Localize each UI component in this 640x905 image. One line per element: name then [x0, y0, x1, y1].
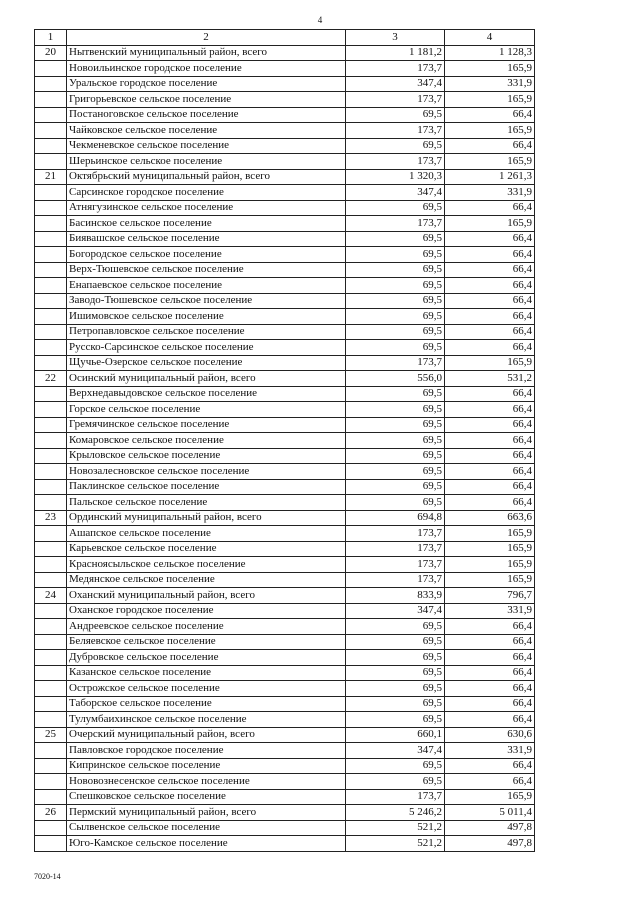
table-row [35, 371, 535, 387]
cell-value-col3: 173,7 [346, 526, 445, 542]
cell-value-col4: 165,9 [445, 541, 535, 557]
cell-number [35, 789, 67, 805]
table-row [35, 619, 535, 635]
cell-number: 26 [35, 805, 67, 821]
table-row [35, 417, 535, 433]
cell-number [35, 293, 67, 309]
cell-number [35, 619, 67, 635]
cell-value-col3: 69,5 [346, 712, 445, 728]
table-row [35, 231, 535, 247]
cell-name: Богородское сельское поселение [67, 247, 346, 263]
table-row [35, 216, 535, 232]
column-header-1: 1 [35, 30, 67, 46]
cell-number [35, 464, 67, 480]
cell-value-col4: 66,4 [445, 200, 535, 216]
cell-number [35, 340, 67, 356]
cell-value-col3: 69,5 [346, 293, 445, 309]
cell-value-col3: 69,5 [346, 758, 445, 774]
table-row [35, 386, 535, 402]
cell-value-col4: 331,9 [445, 185, 535, 201]
cell-value-col4: 1 128,3 [445, 45, 535, 61]
cell-name: Оханское городское поселение [67, 603, 346, 619]
cell-value-col3: 69,5 [346, 495, 445, 511]
cell-value-col3: 69,5 [346, 634, 445, 650]
table-row [35, 402, 535, 418]
cell-name: Ординский муниципальный район, всего [67, 510, 346, 526]
cell-value-col3: 69,5 [346, 231, 445, 247]
cell-value-col4: 66,4 [445, 619, 535, 635]
column-header-3: 3 [346, 30, 445, 46]
cell-value-col3: 5 246,2 [346, 805, 445, 821]
table-row [35, 169, 535, 185]
cell-value-col4: 531,2 [445, 371, 535, 387]
cell-value-col3: 69,5 [346, 324, 445, 340]
cell-number [35, 681, 67, 697]
cell-name: Дубровское сельское поселение [67, 650, 346, 666]
cell-name: Спешковское сельское поселение [67, 789, 346, 805]
cell-number: 24 [35, 588, 67, 604]
cell-name: Сылвенское сельское поселение [67, 820, 346, 836]
cell-value-col3: 833,9 [346, 588, 445, 604]
cell-value-col3: 69,5 [346, 262, 445, 278]
cell-number [35, 557, 67, 573]
table-row [35, 541, 535, 557]
table-row [35, 92, 535, 108]
cell-value-col4: 66,4 [445, 696, 535, 712]
table-row [35, 758, 535, 774]
cell-number: 25 [35, 727, 67, 743]
table-row [35, 495, 535, 511]
cell-value-col3: 173,7 [346, 216, 445, 232]
table-row [35, 464, 535, 480]
cell-value-col4: 1 261,3 [445, 169, 535, 185]
cell-value-col3: 173,7 [346, 154, 445, 170]
cell-name: Атнягузинское сельское поселение [67, 200, 346, 216]
cell-value-col4: 331,9 [445, 76, 535, 92]
cell-name: Пальское сельское поселение [67, 495, 346, 511]
table-row [35, 789, 535, 805]
cell-name: Верхнедавыдовское сельское поселение [67, 386, 346, 402]
cell-value-col4: 165,9 [445, 789, 535, 805]
cell-value-col3: 173,7 [346, 61, 445, 77]
cell-number [35, 309, 67, 325]
cell-name: Ишимовское сельское поселение [67, 309, 346, 325]
cell-value-col4: 165,9 [445, 526, 535, 542]
cell-name: Киприн​ское сельское поселение [67, 758, 346, 774]
cell-number: 20 [35, 45, 67, 61]
table-row [35, 123, 535, 139]
cell-value-col3: 173,7 [346, 123, 445, 139]
cell-number [35, 572, 67, 588]
cell-value-col3: 69,5 [346, 448, 445, 464]
cell-name: Нововознесенское сельское поселение [67, 774, 346, 790]
cell-value-col3: 694,8 [346, 510, 445, 526]
cell-number [35, 138, 67, 154]
cell-value-col3: 347,4 [346, 743, 445, 759]
cell-name: Таборское сельское поселение [67, 696, 346, 712]
cell-number: 23 [35, 510, 67, 526]
cell-name: Комаровское сельское поселение [67, 433, 346, 449]
table-row [35, 200, 535, 216]
table-row [35, 309, 535, 325]
cell-value-col4: 663,6 [445, 510, 535, 526]
cell-number [35, 107, 67, 123]
cell-name: Паклинское сельское поселение [67, 479, 346, 495]
cell-name: Очерский муниципальный район, всего [67, 727, 346, 743]
cell-name: Ашапское сельское поселение [67, 526, 346, 542]
table-row [35, 185, 535, 201]
table-row [35, 743, 535, 759]
cell-value-col4: 331,9 [445, 603, 535, 619]
cell-value-col4: 66,4 [445, 138, 535, 154]
cell-value-col4: 66,4 [445, 402, 535, 418]
cell-name: Пермский муниципальный район, всего [67, 805, 346, 821]
cell-name: Новоильинское городское поселение [67, 61, 346, 77]
cell-name: Щучье-Озерское сельское поселение [67, 355, 346, 371]
cell-value-col4: 66,4 [445, 262, 535, 278]
cell-number [35, 92, 67, 108]
cell-number [35, 650, 67, 666]
cell-value-col3: 69,5 [346, 681, 445, 697]
cell-number [35, 743, 67, 759]
cell-number: 22 [35, 371, 67, 387]
table-row [35, 138, 535, 154]
cell-number [35, 820, 67, 836]
cell-name: Горское сельское поселение [67, 402, 346, 418]
cell-name: Енапаевское сельское поселение [67, 278, 346, 294]
cell-value-col4: 165,9 [445, 154, 535, 170]
cell-value-col3: 69,5 [346, 340, 445, 356]
table-row [35, 278, 535, 294]
cell-value-col4: 66,4 [445, 681, 535, 697]
cell-name: Октябрьский муниципальный район, всего [67, 169, 346, 185]
footer-code: 7020-14 [34, 872, 61, 881]
cell-number [35, 231, 67, 247]
cell-name: Сарсинское городское поселение [67, 185, 346, 201]
table-row [35, 665, 535, 681]
cell-number [35, 495, 67, 511]
cell-value-col4: 331,9 [445, 743, 535, 759]
cell-value-col4: 66,4 [445, 650, 535, 666]
cell-value-col3: 69,5 [346, 464, 445, 480]
cell-name: Медянское сельское поселение [67, 572, 346, 588]
cell-value-col4: 66,4 [445, 293, 535, 309]
cell-value-col4: 165,9 [445, 92, 535, 108]
cell-value-col3: 69,5 [346, 247, 445, 263]
table-header-row [35, 30, 535, 46]
cell-name: Уральское городское поселение [67, 76, 346, 92]
cell-name: Андреевское сельское поселение [67, 619, 346, 635]
cell-number [35, 712, 67, 728]
cell-number [35, 247, 67, 263]
cell-value-col4: 66,4 [445, 324, 535, 340]
cell-number [35, 836, 67, 852]
cell-name: Заводо-Тюшевское сельское поселение [67, 293, 346, 309]
cell-name: Беляевское сельское поселение [67, 634, 346, 650]
cell-value-col4: 165,9 [445, 61, 535, 77]
cell-value-col3: 556,0 [346, 371, 445, 387]
table-row [35, 557, 535, 573]
cell-value-col3: 69,5 [346, 309, 445, 325]
cell-value-col4: 165,9 [445, 572, 535, 588]
cell-number [35, 355, 67, 371]
cell-name: Карьевское сельское поселение [67, 541, 346, 557]
cell-value-col4: 630,6 [445, 727, 535, 743]
cell-value-col3: 173,7 [346, 572, 445, 588]
cell-name: Казанское сельское поселение [67, 665, 346, 681]
table-row [35, 324, 535, 340]
cell-name: Бияваш​ское сельское поселение [67, 231, 346, 247]
cell-number [35, 154, 67, 170]
table-row [35, 107, 535, 123]
cell-value-col4: 66,4 [445, 464, 535, 480]
cell-value-col4: 66,4 [445, 495, 535, 511]
cell-value-col3: 521,2 [346, 820, 445, 836]
cell-number [35, 634, 67, 650]
cell-value-col3: 1 181,2 [346, 45, 445, 61]
cell-value-col4: 66,4 [445, 386, 535, 402]
cell-value-col4: 66,4 [445, 712, 535, 728]
table-row [35, 340, 535, 356]
cell-value-col3: 69,5 [346, 138, 445, 154]
cell-value-col3: 347,4 [346, 76, 445, 92]
cell-number [35, 541, 67, 557]
cell-name: Тулумбаихинское сельское поселение [67, 712, 346, 728]
table-row [35, 526, 535, 542]
cell-value-col3: 69,5 [346, 774, 445, 790]
cell-name: Оханский муниципальный район, всего [67, 588, 346, 604]
cell-number [35, 324, 67, 340]
cell-value-col4: 66,4 [445, 231, 535, 247]
table-row [35, 61, 535, 77]
cell-value-col3: 173,7 [346, 92, 445, 108]
cell-number [35, 603, 67, 619]
cell-number: 21 [35, 169, 67, 185]
table-row [35, 836, 535, 852]
cell-number [35, 402, 67, 418]
table-row [35, 247, 535, 263]
cell-value-col3: 1 320,3 [346, 169, 445, 185]
cell-number [35, 479, 67, 495]
cell-name: Нытвенский муниципальный район, всего [67, 45, 346, 61]
table-row [35, 588, 535, 604]
cell-value-col3: 69,5 [346, 278, 445, 294]
cell-value-col4: 165,9 [445, 216, 535, 232]
cell-number [35, 433, 67, 449]
cell-value-col3: 173,7 [346, 557, 445, 573]
table-row [35, 154, 535, 170]
cell-number [35, 665, 67, 681]
cell-number [35, 76, 67, 92]
cell-value-col4: 165,9 [445, 557, 535, 573]
cell-value-col3: 69,5 [346, 619, 445, 635]
cell-value-col3: 69,5 [346, 665, 445, 681]
cell-value-col4: 165,9 [445, 355, 535, 371]
cell-number [35, 696, 67, 712]
table-row [35, 293, 535, 309]
table-body [35, 45, 535, 851]
cell-value-col4: 66,4 [445, 278, 535, 294]
table-row [35, 727, 535, 743]
table-row [35, 650, 535, 666]
cell-value-col3: 69,5 [346, 417, 445, 433]
cell-name: Павловское городское поселение [67, 743, 346, 759]
table-row [35, 681, 535, 697]
cell-value-col4: 5 011,4 [445, 805, 535, 821]
cell-number [35, 200, 67, 216]
cell-value-col4: 796,7 [445, 588, 535, 604]
cell-value-col3: 69,5 [346, 650, 445, 666]
cell-value-col4: 66,4 [445, 309, 535, 325]
cell-value-col3: 69,5 [346, 479, 445, 495]
cell-value-col3: 660,1 [346, 727, 445, 743]
cell-name: Юго-Камское сельское поселение [67, 836, 346, 852]
cell-value-col4: 66,4 [445, 634, 535, 650]
table-row [35, 433, 535, 449]
table-row [35, 820, 535, 836]
table-row [35, 696, 535, 712]
table-row [35, 634, 535, 650]
table-row [35, 774, 535, 790]
page-number: 4 [317, 15, 323, 25]
cell-value-col4: 66,4 [445, 479, 535, 495]
cell-name: Верх-Тюшевское сельское поселение [67, 262, 346, 278]
cell-number [35, 123, 67, 139]
cell-value-col3: 173,7 [346, 789, 445, 805]
cell-name: Гремячинское сельское поселение [67, 417, 346, 433]
cell-value-col4: 66,4 [445, 107, 535, 123]
cell-value-col4: 497,8 [445, 820, 535, 836]
table-row [35, 479, 535, 495]
cell-name: Григорьевское сельское поселение [67, 92, 346, 108]
table-row [35, 510, 535, 526]
cell-number [35, 61, 67, 77]
table-row [35, 45, 535, 61]
cell-value-col4: 66,4 [445, 417, 535, 433]
cell-value-col3: 69,5 [346, 433, 445, 449]
cell-number [35, 448, 67, 464]
cell-name: Новозалесновское сельское поселение [67, 464, 346, 480]
column-header-4: 4 [445, 30, 535, 46]
table-row [35, 262, 535, 278]
cell-number [35, 386, 67, 402]
cell-value-col3: 173,7 [346, 541, 445, 557]
cell-number [35, 262, 67, 278]
cell-value-col3: 347,4 [346, 603, 445, 619]
cell-value-col3: 69,5 [346, 696, 445, 712]
cell-value-col3: 69,5 [346, 386, 445, 402]
cell-value-col4: 66,4 [445, 448, 535, 464]
cell-value-col4: 66,4 [445, 340, 535, 356]
cell-name: Петропавловское сельское поселение [67, 324, 346, 340]
cell-name: Чекменевское сельское поселение [67, 138, 346, 154]
cell-number [35, 185, 67, 201]
cell-value-col4: 66,4 [445, 774, 535, 790]
cell-name: Осинский муниципальный район, всего [67, 371, 346, 387]
cell-value-col3: 69,5 [346, 402, 445, 418]
table-row [35, 448, 535, 464]
cell-number [35, 417, 67, 433]
column-header-2: 2 [67, 30, 346, 46]
cell-value-col4: 66,4 [445, 247, 535, 263]
cell-number [35, 278, 67, 294]
cell-value-col4: 66,4 [445, 665, 535, 681]
cell-value-col3: 173,7 [346, 355, 445, 371]
cell-number [35, 526, 67, 542]
allocation-table [34, 29, 535, 852]
cell-number [35, 774, 67, 790]
cell-number [35, 216, 67, 232]
cell-name: Крыловское сельское поселение [67, 448, 346, 464]
cell-value-col4: 497,8 [445, 836, 535, 852]
cell-name: Басинское сельское поселение [67, 216, 346, 232]
cell-value-col3: 347,4 [346, 185, 445, 201]
cell-name: Русско-Сарсинское сельское поселение [67, 340, 346, 356]
cell-number [35, 758, 67, 774]
cell-name: Острожское сельское поселение [67, 681, 346, 697]
table-row [35, 805, 535, 821]
cell-value-col4: 66,4 [445, 433, 535, 449]
table-row [35, 572, 535, 588]
cell-name: Чайковское сельское поселение [67, 123, 346, 139]
cell-value-col4: 66,4 [445, 758, 535, 774]
table-row [35, 603, 535, 619]
table-row [35, 355, 535, 371]
table-row [35, 712, 535, 728]
cell-name: Красноясыльское сельское поселение [67, 557, 346, 573]
cell-value-col3: 69,5 [346, 200, 445, 216]
cell-name: Шерьинское сельское поселение [67, 154, 346, 170]
table-row [35, 76, 535, 92]
cell-name: Постаноговское сельское поселение [67, 107, 346, 123]
cell-value-col3: 521,2 [346, 836, 445, 852]
cell-value-col3: 69,5 [346, 107, 445, 123]
cell-value-col4: 165,9 [445, 123, 535, 139]
